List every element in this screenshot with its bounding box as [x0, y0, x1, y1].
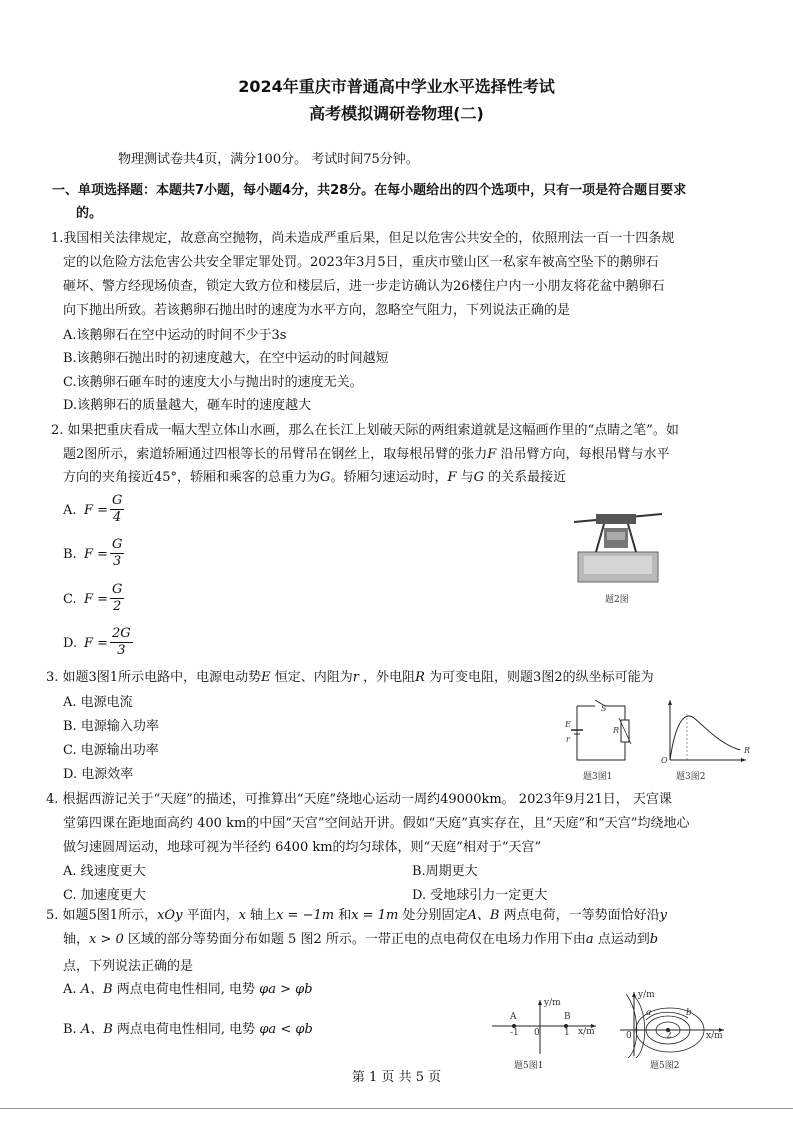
q2-stem-line: 题2图所示，索道轿厢通过四根等长的吊臂吊在钢丝上，取每根吊臂的张力F 沿吊臂方向，每根吊臂与水平 — [63, 447, 670, 462]
q4-option-d: D. 受地球引力一定更大 — [412, 888, 548, 903]
section-header-cont: 的。 — [76, 206, 103, 221]
q3-fig2-origin: O — [661, 756, 668, 765]
q1-stem-line: 定的以危险方法危害公共安全罪定罪处罚。2023年3月5日，重庆市璧山区一私家车被高空坠下的鹅卵石 — [63, 255, 659, 270]
q5-fig1-B: B — [564, 1012, 571, 1022]
exam-title: 2024年重庆市普通高中学业水平选择性考试 — [238, 77, 555, 96]
q4-stem-line: 做匀速圆周运动，地球可视为半径约 6400 km的均匀球体，则“天庭”相对于“天宫” — [63, 840, 542, 855]
q1-stem-line: 1.我国相关法律规定，故意高空抛物，尚未造成严重后果，但足以危害公共安全的，依照刑法一百一十四条规 — [51, 231, 675, 246]
section-header: 一、单项选择题：本题共7小题，每小题4分，共28分。在每小题给出的四个选项中，只有一项是符合题目要求 — [52, 183, 687, 198]
q5-fig1-tick-1: 1 — [564, 1028, 570, 1038]
q2-option-d-label: D. — [63, 636, 78, 651]
q5-option-b: B. A、B 两点电荷电性相同, 电势 φa < φb — [63, 1022, 313, 1037]
q5-fig1-tick-0: 0 — [534, 1028, 540, 1038]
q2-option-b-label: B. — [63, 547, 77, 562]
q3-stem-line: 3. 如题3图1所示电路中，电源电动势E 恒定、内阻为r ，外电阻R 为可变电阻，则题3图2的纵坐标可能为 — [46, 670, 654, 685]
q2-option-d-fraction: $\frac{2G}{3}$ — [112, 626, 131, 658]
q3-option-d: D. 电源效率 — [63, 767, 134, 782]
q5-fig1-tick-neg1: -1 — [510, 1028, 519, 1038]
q2-figure-caption: 题2图 — [605, 595, 629, 605]
q1-stem-line: 向下抛出所致。若该鹅卵石抛出时的速度为水平方向，忽略空气阻力，下列说法正确的是 — [63, 303, 571, 318]
q3-figure1-circuit — [565, 698, 645, 768]
exam-subtitle: 高考模拟调研卷物理(二) — [309, 104, 484, 123]
q5-stem-line: 轴，x > 0 区域的部分等势面分布如题 5 图2 所示。一带正电的点电荷仅在电场力作用下由a 点运动到b — [63, 932, 659, 947]
q5-fig2-tick-2: 2 — [666, 1031, 672, 1041]
q5-fig2-ylabel: y/m — [638, 990, 655, 1000]
q5-fig2-tick-0: 0 — [626, 1031, 632, 1041]
q5-stem-line: 5. 如题5图1所示，xOy 平面内，x 轴上x = −1m 和x = 1m 处分别固定A、B 两点电荷，一等势面恰好沿y — [46, 908, 667, 923]
q5-fig1-ylabel: y/m — [544, 998, 561, 1008]
q1-option-c: C.该鹅卵石砸车时的速度大小与抛出时的速度无关。 — [63, 375, 363, 390]
q2-option-a-label: A. — [63, 503, 77, 518]
q3-fig1-resistor-label: R — [613, 726, 620, 735]
q2-figure-photo — [574, 500, 664, 590]
q4-stem-line: 堂第四课在距地面高约 400 km的中国“天宫”空间站开讲。假如“天庭”真实存在，且“天庭”和“天宫”均绕地心 — [63, 816, 690, 831]
q2-option-c-lhs: F = — [84, 592, 109, 607]
q3-option-b: B. 电源输入功率 — [63, 719, 159, 734]
q2-option-c-label: C. — [63, 592, 77, 607]
q5-fig1-xlabel: x/m — [578, 1027, 595, 1037]
q2-option-b-fraction: $\frac{G}{3}$ — [112, 537, 123, 569]
page-footer: 第 1 页 共 5 页 — [351, 1070, 442, 1085]
q1-option-b: B.该鹅卵石抛出时的初速度越大，在空中运动的时间越短 — [63, 351, 389, 366]
q5-figure2 — [620, 990, 730, 1058]
q5-fig1-A: A — [510, 1012, 517, 1022]
q5-fig2-point-a: a — [646, 1008, 652, 1018]
q4-option-a: A. 线速度更大 — [63, 864, 146, 879]
q3-figure1-caption: 题3图1 — [583, 772, 613, 782]
q4-stem-line: 4. 根据西游记关于“天庭”的描述，可推算出“天庭”绕地心运动一周约49000km。 2023年9月21日， 天宫课 — [46, 792, 672, 807]
q5-stem-line: 点，下列说法正确的是 — [63, 959, 194, 974]
q4-option-b: B.周期更大 — [412, 864, 478, 879]
q2-stem-line: 方向的夹角接近45°，轿厢和乘客的总重力为G。轿厢匀速运动时，F 与G 的关系最接近 — [63, 470, 567, 485]
q4-option-c: C. 加速度更大 — [63, 888, 146, 903]
q2-option-d-lhs: F = — [84, 636, 109, 651]
page-bottom-rule — [0, 1108, 793, 1109]
q3-figure2-graph — [660, 698, 750, 768]
q5-option-a: A. A、B 两点电荷电性相同, 电势 φa > φb — [63, 982, 313, 997]
q2-stem-line: 2. 如果把重庆看成一幅大型立体山水画，那么在长江上划破天际的两组索道就是这幅画作里的“点睛之笔”。如 — [51, 423, 679, 438]
exam-intro: 物理测试卷共4页，满分100分。 考试时间75分钟。 — [118, 152, 419, 167]
q5-figure1-caption: 题5图1 — [514, 1061, 544, 1071]
q5-figure1 — [492, 996, 602, 1056]
q1-stem-line: 砸坏、警方经现场侦查，锁定大致方位和楼层后，进一步走访确认为26楼住户内一小朋友将花盆中鹅卵石 — [63, 279, 665, 294]
q3-option-c: C. 电源输出功率 — [63, 743, 159, 758]
q2-option-b-lhs: F = — [84, 547, 109, 562]
q2-option-a-fraction: $\frac{G}{4}$ — [112, 493, 123, 525]
q5-figure2-caption: 题5图2 — [650, 1061, 680, 1071]
q1-option-a: A.该鹅卵石在空中运动的时间不少于3s — [63, 328, 287, 343]
q5-fig2-xlabel: x/m — [706, 1031, 723, 1041]
q5-fig2-point-b: b — [686, 1008, 692, 1018]
q3-option-a: A. 电源电流 — [63, 695, 133, 710]
q1-option-d: D.该鹅卵石的质量越大，砸车时的速度越大 — [63, 398, 312, 413]
q3-fig1-internal-label: r — [566, 735, 570, 744]
q2-option-c-fraction: $\frac{G}{2}$ — [112, 582, 123, 614]
q2-option-a-lhs: F = — [84, 503, 109, 518]
q3-fig2-x-label: R — [744, 746, 751, 755]
q3-fig1-emf-label: E — [565, 720, 571, 729]
q3-figure2-caption: 题3图2 — [676, 772, 706, 782]
q3-fig1-switch-label: S — [601, 704, 607, 713]
